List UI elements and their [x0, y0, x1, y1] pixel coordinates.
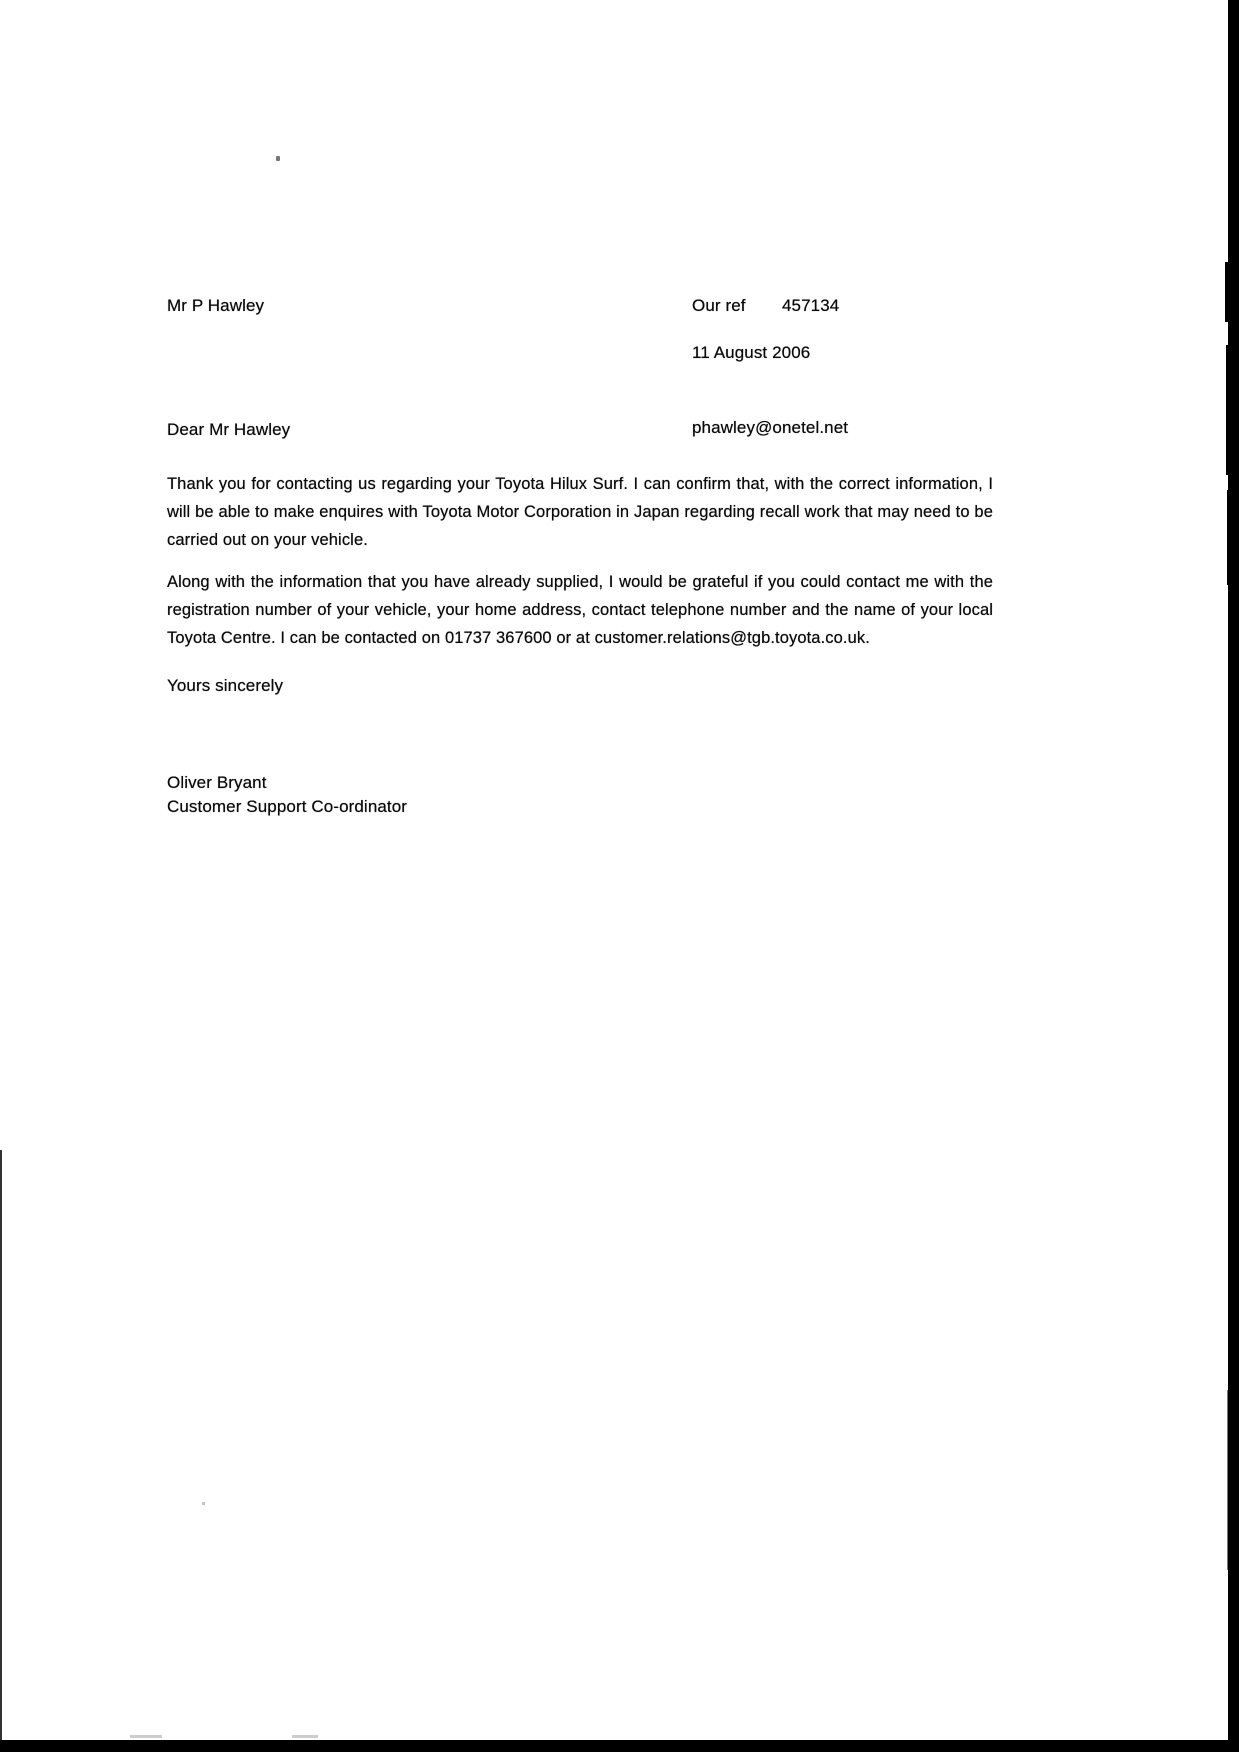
scan-speck [202, 1502, 205, 1505]
our-ref-label: Our ref [692, 296, 746, 315]
our-ref-value: 457134 [782, 296, 840, 315]
scan-edge-bottom [0, 1740, 1239, 1752]
scan-edge-right [1228, 0, 1239, 1752]
signature-title: Customer Support Co-ordinator [167, 797, 408, 816]
scan-edge-noise [1226, 345, 1229, 475]
sender-email: phawley@onetel.net [692, 418, 849, 437]
scan-smudge [130, 1735, 162, 1738]
scan-edge-left [0, 1150, 2, 1752]
letter-date: 11 August 2006 [692, 343, 811, 362]
body-paragraph-2: Along with the information that you have already supplied, I would be grateful if you could contact me with the registration number of your vehicle, your home address, contact telephone number and the name of your local Toyota Centre. I can be contacted on 01737 367600 or at customer.relations@tgb.toyota.co.uk. [167, 573, 993, 647]
recipient-name: Mr P Hawley [167, 296, 265, 315]
salutation: Dear Mr Hawley [167, 420, 291, 439]
scan-edge-noise [1227, 1390, 1229, 1570]
signature-name: Oliver Bryant [167, 773, 267, 792]
scan-edge-noise [1227, 490, 1229, 585]
body-paragraph-1: Thank you for contacting us regarding your Toyota Hilux Surf. I can confirm that, with the correct information, I will be able to make enquires with Toyota Motor Corporation in Japan regarding recall work that may need to be carried out on your vehicle. [167, 475, 993, 549]
scan-smudge [292, 1735, 318, 1738]
closing-line: Yours sincerely [167, 676, 284, 695]
scan-edge-noise [1225, 262, 1229, 322]
scan-speck [276, 156, 280, 161]
